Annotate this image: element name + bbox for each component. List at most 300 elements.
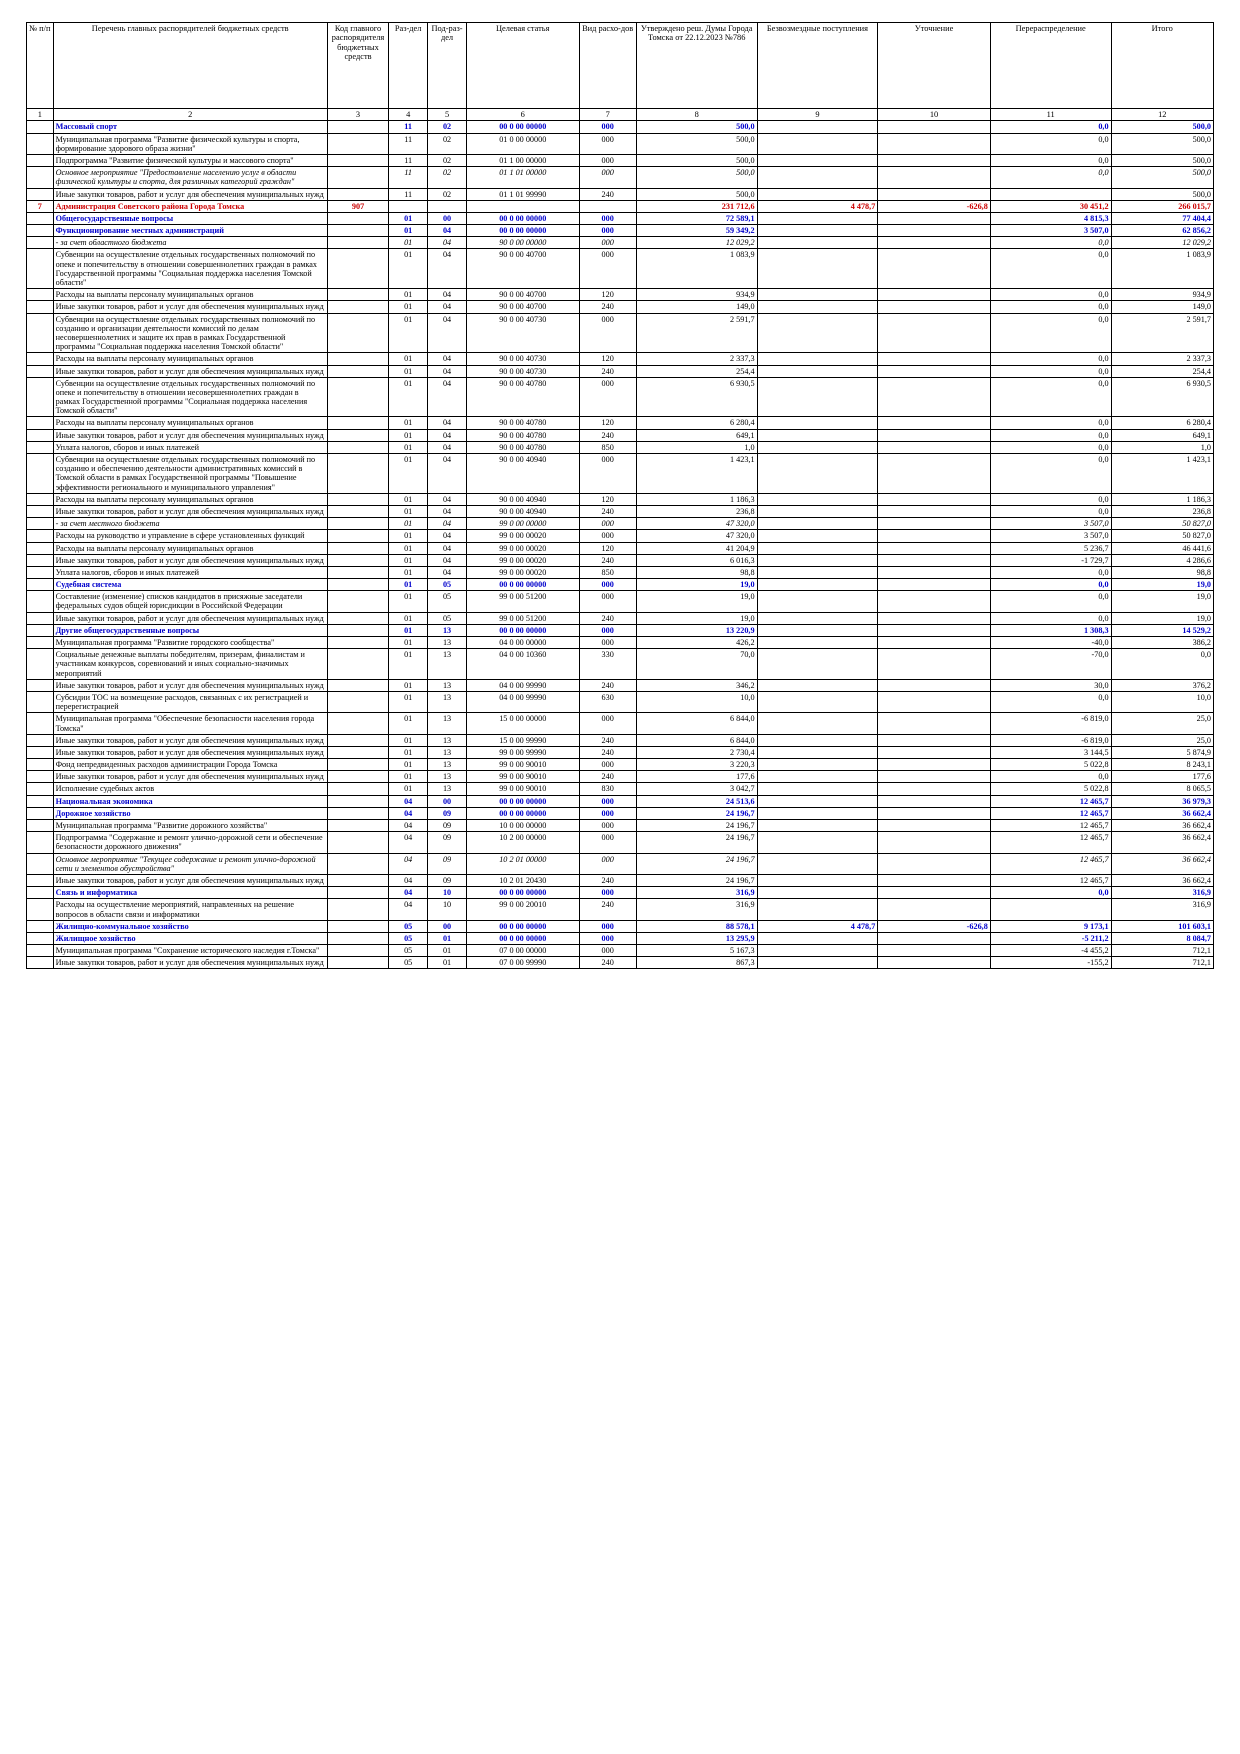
- cell-chief-code: [327, 377, 388, 417]
- cell-approved: 316,9: [636, 899, 757, 920]
- cell-row-number: [27, 807, 54, 819]
- cell-total: 8 065,5: [1111, 783, 1213, 795]
- cell-redistribution: 3 507,0: [990, 518, 1111, 530]
- table-row: [27, 429, 1214, 441]
- cell-gratuitous: [757, 783, 878, 795]
- cell-gratuitous: [757, 649, 878, 680]
- cell-vid-rashodov: 240: [579, 957, 636, 969]
- header-cell-razdel: Раз-дел: [389, 23, 428, 109]
- cell-vid-rashodov: 000: [579, 920, 636, 932]
- cell-celevaya-statya: 10 2 00 00000: [466, 832, 579, 853]
- cell-chief-code: [327, 301, 388, 313]
- cell-razdel: 01: [389, 377, 428, 417]
- cell-redistribution: 0,0: [990, 454, 1111, 494]
- cell-gratuitous: 4 478,7: [757, 200, 878, 212]
- cell-podrazdel: 10: [428, 887, 467, 899]
- cell-row-number: [27, 289, 54, 301]
- cell-vid-rashodov: [579, 200, 636, 212]
- cell-chief-code: [327, 832, 388, 853]
- colnum-8: 8: [636, 109, 757, 121]
- cell-row-number: [27, 771, 54, 783]
- cell-gratuitous: [757, 832, 878, 853]
- cell-celevaya-statya: 99 0 00 90010: [466, 759, 579, 771]
- cell-podrazdel: 09: [428, 853, 467, 874]
- table-row: [27, 832, 1214, 853]
- cell-total: 2 337,3: [1111, 353, 1213, 365]
- cell-vid-rashodov: 000: [579, 579, 636, 591]
- cell-gratuitous: [757, 887, 878, 899]
- cell-redistribution: -6 819,0: [990, 734, 1111, 746]
- cell-chief-code: [327, 612, 388, 624]
- cell-podrazdel: 01: [428, 945, 467, 957]
- cell-row-number: [27, 133, 54, 154]
- cell-podrazdel: 10: [428, 899, 467, 920]
- cell-recipient-name: Жилищное хозяйство: [53, 932, 327, 944]
- cell-celevaya-statya: 99 0 00 20010: [466, 899, 579, 920]
- cell-celevaya-statya: 99 0 00 00000: [466, 518, 579, 530]
- cell-chief-code: [327, 887, 388, 899]
- cell-approved: 3 220,3: [636, 759, 757, 771]
- cell-celevaya-statya: 90 0 00 40940: [466, 493, 579, 505]
- cell-recipient-name: Иные закупки товаров, работ и услуг для обеспечения муниципальных нужд: [53, 679, 327, 691]
- cell-gratuitous: [757, 249, 878, 289]
- cell-vid-rashodov: 000: [579, 624, 636, 636]
- cell-chief-code: [327, 505, 388, 517]
- cell-clarification: [878, 649, 991, 680]
- cell-razdel: 11: [389, 188, 428, 200]
- cell-recipient-name: Иные закупки товаров, работ и услуг для обеспечения муниципальных нужд: [53, 301, 327, 313]
- cell-recipient-name: Уплата налогов, сборов и иных платежей: [53, 441, 327, 453]
- cell-row-number: [27, 505, 54, 517]
- table-row: [27, 579, 1214, 591]
- cell-redistribution: 0,0: [990, 121, 1111, 133]
- cell-total: 0,0: [1111, 649, 1213, 680]
- cell-razdel: 11: [389, 154, 428, 166]
- cell-redistribution: 0,0: [990, 429, 1111, 441]
- table-row: [27, 566, 1214, 578]
- cell-total: 12 029,2: [1111, 237, 1213, 249]
- table-row: [27, 200, 1214, 212]
- table-row: [27, 887, 1214, 899]
- cell-row-number: [27, 225, 54, 237]
- cell-chief-code: [327, 249, 388, 289]
- cell-redistribution: 9 173,1: [990, 920, 1111, 932]
- colnum-10: 10: [878, 109, 991, 121]
- cell-razdel: 01: [389, 313, 428, 353]
- cell-row-number: [27, 365, 54, 377]
- header-cell-total: Итого: [1111, 23, 1213, 109]
- cell-total: 25,0: [1111, 713, 1213, 734]
- cell-row-number: [27, 579, 54, 591]
- cell-clarification: [878, 237, 991, 249]
- cell-chief-code: [327, 649, 388, 680]
- colnum-12: 12: [1111, 109, 1213, 121]
- cell-podrazdel: 02: [428, 133, 467, 154]
- cell-vid-rashodov: 000: [579, 313, 636, 353]
- cell-razdel: 01: [389, 624, 428, 636]
- cell-clarification: [878, 133, 991, 154]
- table-row: [27, 820, 1214, 832]
- table-row: [27, 289, 1214, 301]
- cell-vid-rashodov: 830: [579, 783, 636, 795]
- cell-vid-rashodov: 000: [579, 637, 636, 649]
- cell-podrazdel: 04: [428, 554, 467, 566]
- table-row: [27, 505, 1214, 517]
- cell-podrazdel: 13: [428, 783, 467, 795]
- cell-row-number: [27, 853, 54, 874]
- cell-recipient-name: - за счет областного бюджета: [53, 237, 327, 249]
- cell-recipient-name: Иные закупки товаров, работ и услуг для обеспечения муниципальных нужд: [53, 957, 327, 969]
- cell-gratuitous: [757, 225, 878, 237]
- cell-celevaya-statya: 99 0 00 00020: [466, 542, 579, 554]
- cell-row-number: [27, 188, 54, 200]
- cell-row-number: [27, 121, 54, 133]
- cell-row-number: [27, 932, 54, 944]
- cell-gratuitous: [757, 713, 878, 734]
- cell-celevaya-statya: 99 0 00 90010: [466, 783, 579, 795]
- table-row: [27, 121, 1214, 133]
- cell-podrazdel: 04: [428, 518, 467, 530]
- cell-clarification: -626,8: [878, 920, 991, 932]
- table-row: [27, 899, 1214, 920]
- cell-podrazdel: 13: [428, 734, 467, 746]
- cell-clarification: [878, 820, 991, 832]
- cell-gratuitous: [757, 612, 878, 624]
- cell-row-number: [27, 530, 54, 542]
- cell-row-number: [27, 353, 54, 365]
- cell-redistribution: 0,0: [990, 691, 1111, 712]
- cell-recipient-name: Расходы на выплаты персоналу муниципальных органов: [53, 417, 327, 429]
- cell-total: 376,2: [1111, 679, 1213, 691]
- cell-total: 101 603,1: [1111, 920, 1213, 932]
- cell-podrazdel: [428, 200, 467, 212]
- cell-redistribution: -40,0: [990, 637, 1111, 649]
- cell-gratuitous: 4 478,7: [757, 920, 878, 932]
- cell-redistribution: -5 211,2: [990, 932, 1111, 944]
- cell-clarification: [878, 783, 991, 795]
- cell-celevaya-statya: 90 0 00 40780: [466, 417, 579, 429]
- cell-celevaya-statya: 00 0 00 00000: [466, 920, 579, 932]
- cell-clarification: [878, 377, 991, 417]
- cell-approved: 41 204,9: [636, 542, 757, 554]
- cell-celevaya-statya: 04 0 00 10360: [466, 649, 579, 680]
- cell-approved: 2 337,3: [636, 353, 757, 365]
- cell-razdel: 01: [389, 353, 428, 365]
- cell-razdel: 01: [389, 518, 428, 530]
- cell-redistribution: 0,0: [990, 771, 1111, 783]
- cell-razdel: 01: [389, 759, 428, 771]
- cell-total: 934,9: [1111, 289, 1213, 301]
- cell-recipient-name: Фонд непредвиденных расходов администрации Города Томска: [53, 759, 327, 771]
- cell-celevaya-statya: 99 0 00 00020: [466, 530, 579, 542]
- cell-chief-code: [327, 133, 388, 154]
- cell-row-number: [27, 759, 54, 771]
- cell-total: 177,6: [1111, 771, 1213, 783]
- cell-approved: 24 513,6: [636, 795, 757, 807]
- cell-gratuitous: [757, 874, 878, 886]
- cell-row-number: [27, 624, 54, 636]
- cell-total: 10,0: [1111, 691, 1213, 712]
- table-row: [27, 795, 1214, 807]
- table-row: [27, 377, 1214, 417]
- cell-chief-code: [327, 783, 388, 795]
- cell-chief-code: [327, 853, 388, 874]
- cell-clarification: [878, 874, 991, 886]
- cell-razdel: 04: [389, 807, 428, 819]
- cell-gratuitous: [757, 237, 878, 249]
- cell-recipient-name: Субсидии ТОС на возмещение расходов, связанных с их регистрацией и перерегистрацией: [53, 691, 327, 712]
- cell-clarification: [878, 899, 991, 920]
- cell-chief-code: [327, 746, 388, 758]
- cell-gratuitous: [757, 353, 878, 365]
- cell-recipient-name: Иные закупки товаров, работ и услуг для обеспечения муниципальных нужд: [53, 771, 327, 783]
- table-row: [27, 493, 1214, 505]
- table-row: [27, 759, 1214, 771]
- cell-razdel: 01: [389, 612, 428, 624]
- cell-row-number: [27, 212, 54, 224]
- cell-approved: 10,0: [636, 691, 757, 712]
- cell-total: 649,1: [1111, 429, 1213, 441]
- cell-redistribution: 5 022,8: [990, 783, 1111, 795]
- cell-clarification: [878, 566, 991, 578]
- cell-clarification: [878, 679, 991, 691]
- cell-recipient-name: Иные закупки товаров, работ и услуг для обеспечения муниципальных нужд: [53, 365, 327, 377]
- cell-clarification: [878, 225, 991, 237]
- cell-podrazdel: 13: [428, 624, 467, 636]
- cell-podrazdel: 04: [428, 493, 467, 505]
- cell-celevaya-statya: 15 0 00 00000: [466, 713, 579, 734]
- cell-celevaya-statya: 15 0 00 99990: [466, 734, 579, 746]
- cell-approved: 88 578,1: [636, 920, 757, 932]
- cell-razdel: 01: [389, 249, 428, 289]
- table-row: [27, 301, 1214, 313]
- cell-total: 46 441,6: [1111, 542, 1213, 554]
- cell-vid-rashodov: 240: [579, 899, 636, 920]
- table-row: [27, 624, 1214, 636]
- cell-razdel: 01: [389, 554, 428, 566]
- cell-celevaya-statya: 10 0 00 00000: [466, 820, 579, 832]
- cell-chief-code: [327, 225, 388, 237]
- cell-recipient-name: Уплата налогов, сборов и иных платежей: [53, 566, 327, 578]
- cell-total: 386,2: [1111, 637, 1213, 649]
- table-row: [27, 353, 1214, 365]
- cell-chief-code: [327, 417, 388, 429]
- cell-chief-code: [327, 212, 388, 224]
- cell-total: 266 015,7: [1111, 200, 1213, 212]
- cell-total: 2 591,7: [1111, 313, 1213, 353]
- cell-chief-code: [327, 188, 388, 200]
- cell-vid-rashodov: 000: [579, 853, 636, 874]
- cell-gratuitous: [757, 365, 878, 377]
- cell-approved: 24 196,7: [636, 832, 757, 853]
- cell-celevaya-statya: 01 1 01 00000: [466, 167, 579, 188]
- cell-total: 4 286,6: [1111, 554, 1213, 566]
- cell-clarification: [878, 579, 991, 591]
- cell-approved: 236,8: [636, 505, 757, 517]
- cell-approved: 2 591,7: [636, 313, 757, 353]
- cell-approved: 426,2: [636, 637, 757, 649]
- cell-total: 36 979,3: [1111, 795, 1213, 807]
- cell-podrazdel: 04: [428, 353, 467, 365]
- cell-row-number: [27, 649, 54, 680]
- cell-total: 36 662,4: [1111, 820, 1213, 832]
- cell-recipient-name: Подпрограмма "Развитие физической культуры и массового спорта": [53, 154, 327, 166]
- cell-chief-code: [327, 237, 388, 249]
- cell-recipient-name: Дорожное хозяйство: [53, 807, 327, 819]
- cell-total: 316,9: [1111, 899, 1213, 920]
- cell-podrazdel: 13: [428, 746, 467, 758]
- cell-total: 25,0: [1111, 734, 1213, 746]
- table-row: [27, 188, 1214, 200]
- cell-celevaya-statya: 00 0 00 00000: [466, 212, 579, 224]
- cell-gratuitous: [757, 212, 878, 224]
- cell-podrazdel: 13: [428, 713, 467, 734]
- cell-row-number: [27, 874, 54, 886]
- cell-redistribution: -70,0: [990, 649, 1111, 680]
- cell-recipient-name: Субвенции на осуществление отдельных государственных полномочий по опеке и попечительству в отношении совершеннолетних граждан в рамках Государственной программы "Социальная поддержка населения Томской области": [53, 249, 327, 289]
- cell-podrazdel: 04: [428, 249, 467, 289]
- cell-razdel: 04: [389, 899, 428, 920]
- cell-podrazdel: 04: [428, 301, 467, 313]
- cell-approved: 3 042,7: [636, 783, 757, 795]
- table-row: [27, 945, 1214, 957]
- cell-clarification: [878, 945, 991, 957]
- table-row: [27, 734, 1214, 746]
- cell-vid-rashodov: 000: [579, 154, 636, 166]
- cell-podrazdel: 00: [428, 795, 467, 807]
- cell-chief-code: [327, 591, 388, 612]
- cell-clarification: [878, 853, 991, 874]
- table-row: [27, 167, 1214, 188]
- cell-total: 6 280,4: [1111, 417, 1213, 429]
- cell-approved: 59 349,2: [636, 225, 757, 237]
- cell-total: 1 423,1: [1111, 454, 1213, 494]
- cell-celevaya-statya: 00 0 00 00000: [466, 887, 579, 899]
- cell-gratuitous: [757, 691, 878, 712]
- cell-razdel: 01: [389, 691, 428, 712]
- cell-razdel: 01: [389, 566, 428, 578]
- cell-celevaya-statya: 99 0 00 00020: [466, 554, 579, 566]
- header-cell-celevaya: Целевая статья: [466, 23, 579, 109]
- cell-row-number: [27, 783, 54, 795]
- cell-clarification: [878, 771, 991, 783]
- table-row: [27, 637, 1214, 649]
- table-row: [27, 365, 1214, 377]
- header-cell-vid: Вид расхо-дов: [579, 23, 636, 109]
- cell-redistribution: 3 507,0: [990, 530, 1111, 542]
- cell-podrazdel: 13: [428, 691, 467, 712]
- cell-redistribution: 3 507,0: [990, 225, 1111, 237]
- cell-redistribution: 0,0: [990, 301, 1111, 313]
- cell-recipient-name: Основное мероприятие "Текущее содержание и ремонт улично-дорожной сети и элементов обустройства": [53, 853, 327, 874]
- cell-gratuitous: [757, 746, 878, 758]
- cell-podrazdel: 02: [428, 188, 467, 200]
- cell-recipient-name: Общегосударственные вопросы: [53, 212, 327, 224]
- cell-clarification: [878, 518, 991, 530]
- cell-razdel: 01: [389, 542, 428, 554]
- cell-recipient-name: Социальные денежные выплаты победителям, призерам, финалистам и участникам конкурсов, соревнований и иных социально-значимых мероприятий: [53, 649, 327, 680]
- cell-podrazdel: 04: [428, 365, 467, 377]
- cell-approved: 1 186,3: [636, 493, 757, 505]
- cell-razdel: 01: [389, 713, 428, 734]
- cell-recipient-name: Исполнение судебных актов: [53, 783, 327, 795]
- header-cell-code: Код главного распорядителя бюджетных средств: [327, 23, 388, 109]
- cell-podrazdel: 04: [428, 566, 467, 578]
- cell-approved: 177,6: [636, 771, 757, 783]
- cell-vid-rashodov: 240: [579, 365, 636, 377]
- cell-chief-code: [327, 579, 388, 591]
- cell-approved: 500,0: [636, 121, 757, 133]
- cell-clarification: [878, 691, 991, 712]
- cell-chief-code: 907: [327, 200, 388, 212]
- cell-gratuitous: [757, 759, 878, 771]
- cell-podrazdel: 00: [428, 212, 467, 224]
- cell-razdel: 04: [389, 820, 428, 832]
- cell-chief-code: [327, 154, 388, 166]
- cell-clarification: [878, 713, 991, 734]
- cell-row-number: [27, 832, 54, 853]
- cell-redistribution: 0,0: [990, 377, 1111, 417]
- cell-vid-rashodov: 240: [579, 679, 636, 691]
- cell-row-number: [27, 591, 54, 612]
- header-cell-gratuitous: Безвозмездные поступления: [757, 23, 878, 109]
- cell-redistribution: 0,0: [990, 441, 1111, 453]
- cell-gratuitous: [757, 121, 878, 133]
- table-row: [27, 679, 1214, 691]
- cell-vid-rashodov: 000: [579, 807, 636, 819]
- cell-row-number: [27, 713, 54, 734]
- table-row: [27, 237, 1214, 249]
- cell-vid-rashodov: 000: [579, 454, 636, 494]
- cell-redistribution: 0,0: [990, 579, 1111, 591]
- cell-chief-code: [327, 820, 388, 832]
- cell-chief-code: [327, 542, 388, 554]
- colnum-1: 1: [27, 109, 54, 121]
- cell-podrazdel: 04: [428, 454, 467, 494]
- cell-vid-rashodov: 240: [579, 429, 636, 441]
- cell-podrazdel: 04: [428, 377, 467, 417]
- cell-row-number: [27, 887, 54, 899]
- table-row: [27, 920, 1214, 932]
- cell-total: 19,0: [1111, 612, 1213, 624]
- cell-podrazdel: 04: [428, 237, 467, 249]
- cell-razdel: 01: [389, 289, 428, 301]
- cell-gratuitous: [757, 957, 878, 969]
- colnum-4: 4: [389, 109, 428, 121]
- cell-gratuitous: [757, 679, 878, 691]
- cell-podrazdel: 01: [428, 932, 467, 944]
- table-column-number-row: [27, 109, 1214, 121]
- cell-chief-code: [327, 759, 388, 771]
- cell-chief-code: [327, 899, 388, 920]
- header-cell-podrazdel: Под-раз-дел: [428, 23, 467, 109]
- cell-redistribution: 3 144,5: [990, 746, 1111, 758]
- cell-gratuitous: [757, 505, 878, 517]
- table-row: [27, 133, 1214, 154]
- cell-razdel: 05: [389, 932, 428, 944]
- cell-vid-rashodov: 240: [579, 874, 636, 886]
- cell-total: 50 827,0: [1111, 530, 1213, 542]
- cell-razdel: 11: [389, 133, 428, 154]
- cell-approved: 500,0: [636, 167, 757, 188]
- cell-razdel: 04: [389, 832, 428, 853]
- cell-vid-rashodov: 240: [579, 734, 636, 746]
- cell-total: 712,1: [1111, 957, 1213, 969]
- header-cell-number: № п/п: [27, 23, 54, 109]
- cell-gratuitous: [757, 932, 878, 944]
- cell-vid-rashodov: 000: [579, 795, 636, 807]
- cell-vid-rashodov: 000: [579, 887, 636, 899]
